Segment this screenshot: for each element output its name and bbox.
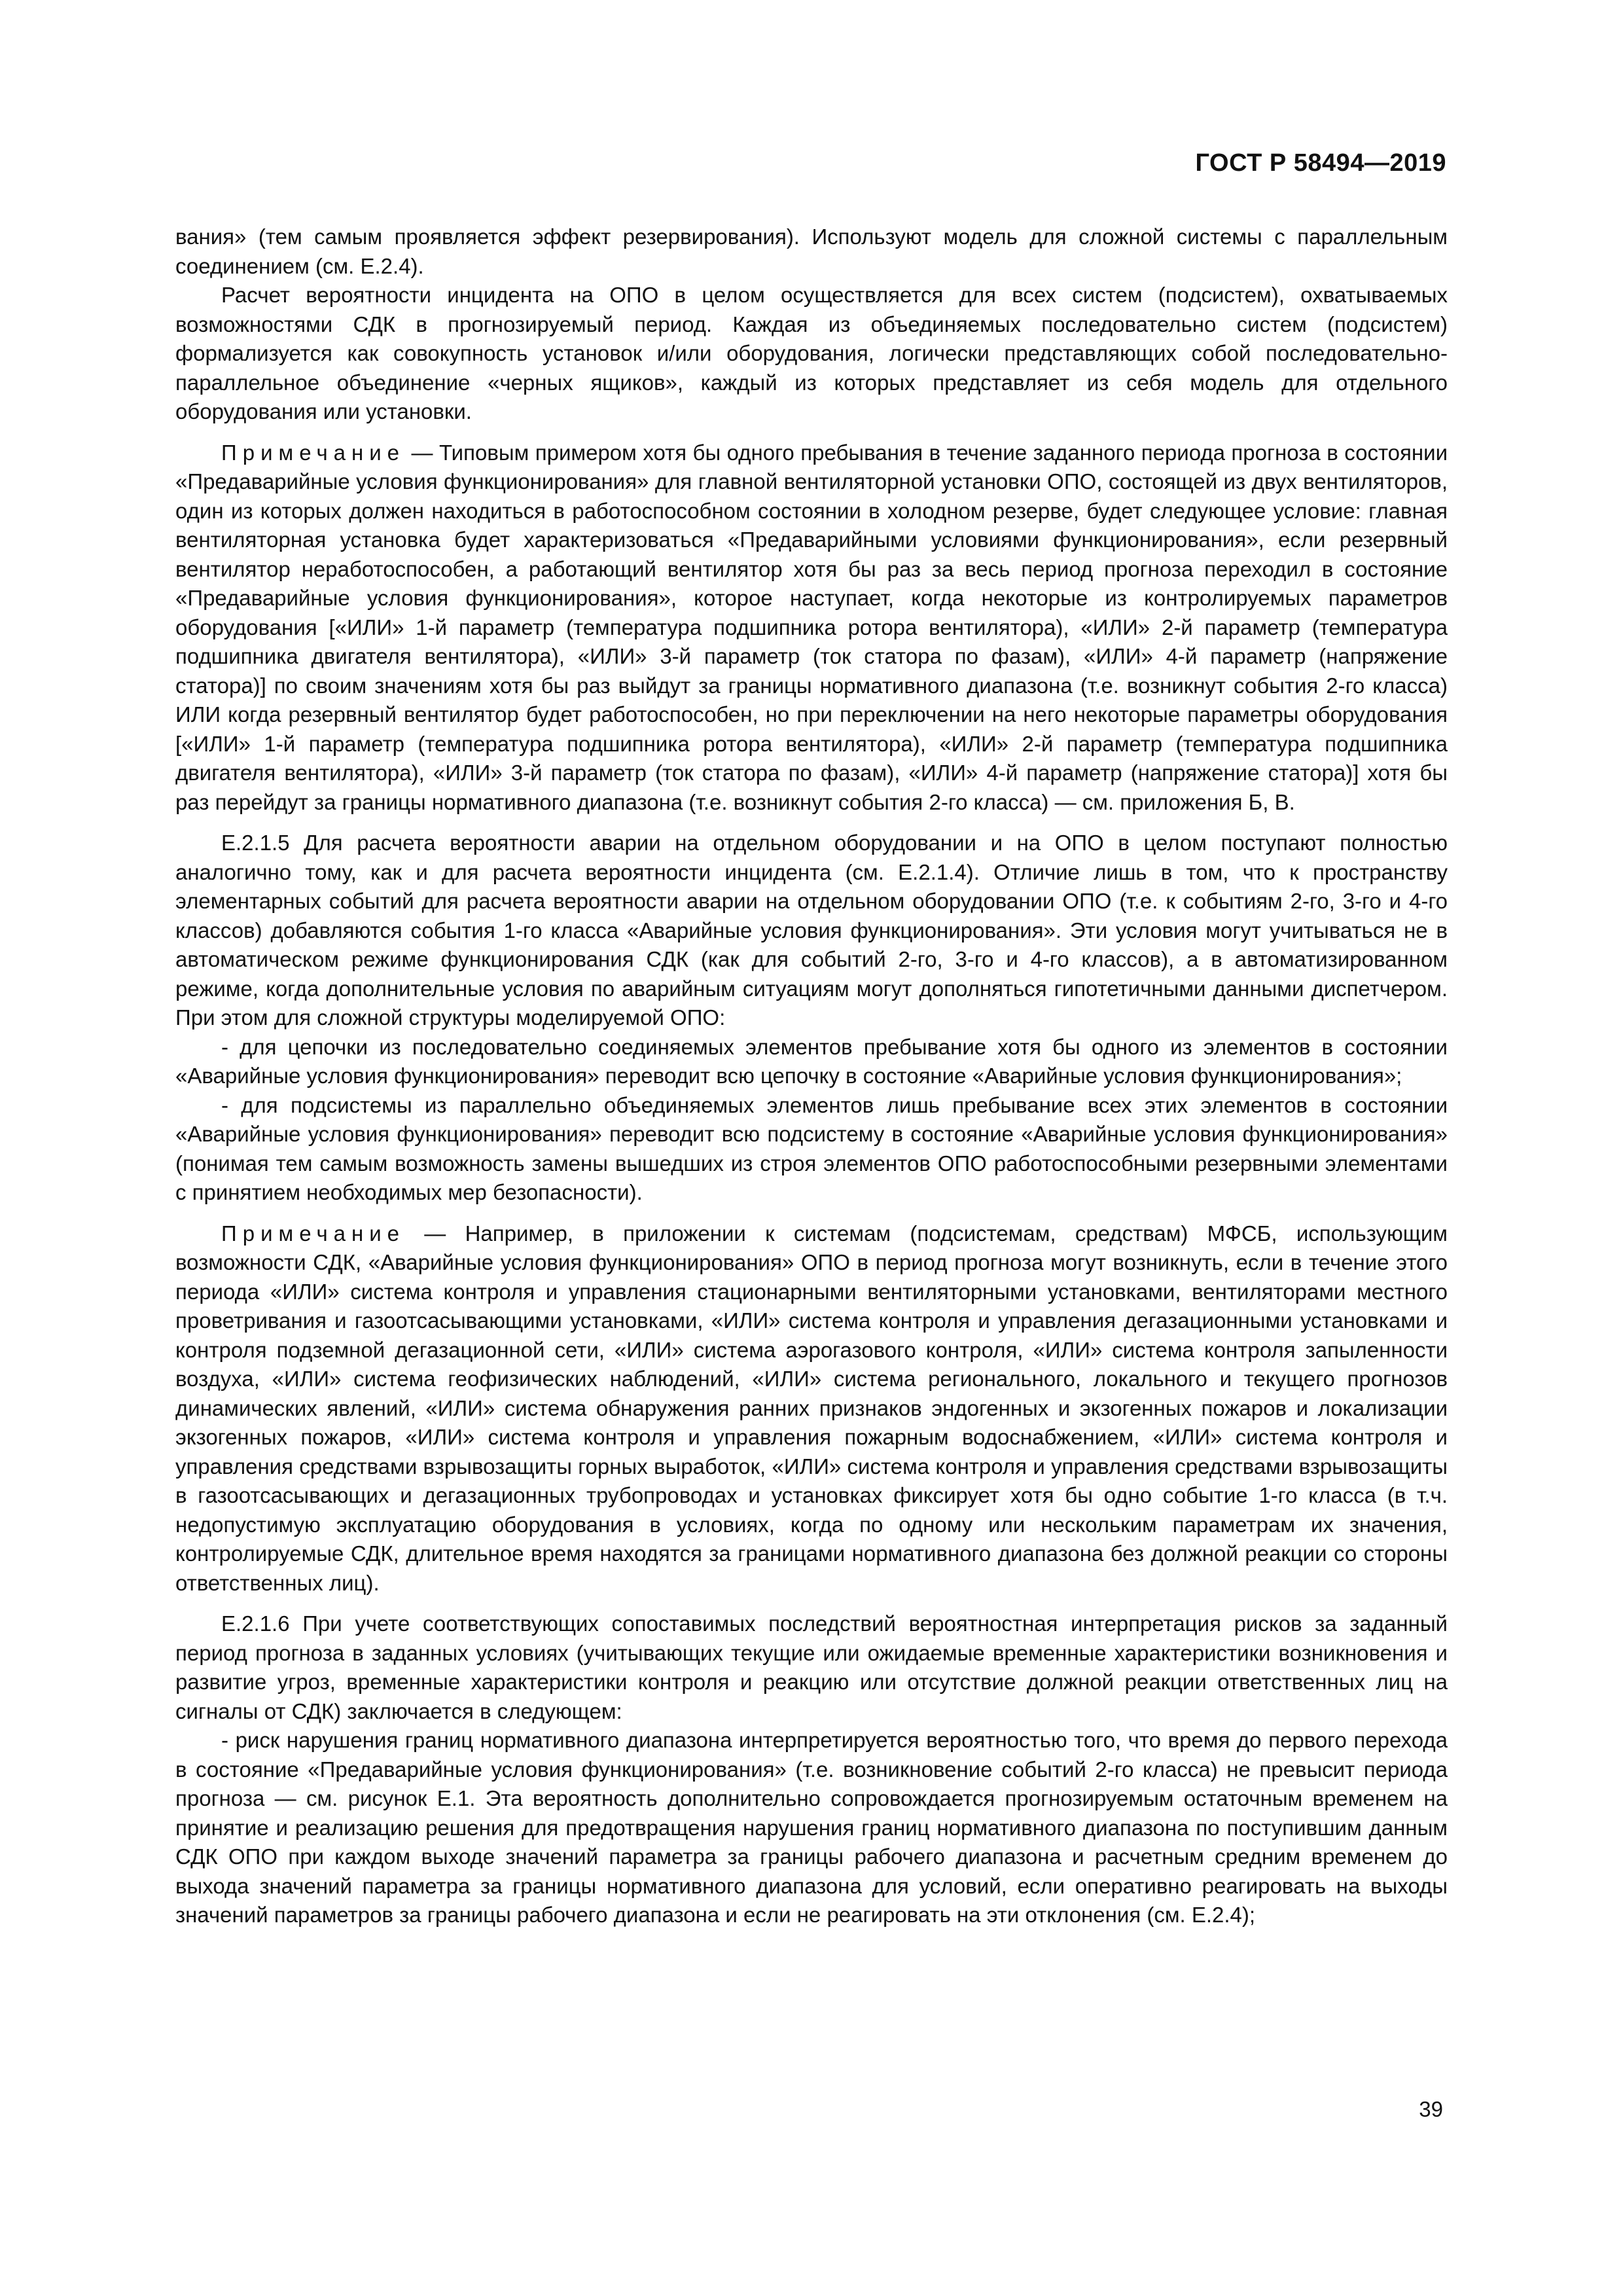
note-label: Примечание [221, 440, 406, 465]
list-item: - для цепочки из последовательно соединяемых элементов пребывание хотя бы одного из элементов в состоянии «Аварийные условия функционирования» переводит всю цепочку в состояние «Аварийные условия функционирования»; [175, 1034, 1448, 1088]
note-label: Примечание [221, 1221, 406, 1246]
paragraph-continuation: вания» (тем самым проявляется эффект резервирования). Используют модель для сложной системы с параллельным соединением (см. Е.2.4). [175, 224, 1448, 278]
note-paragraph [175, 439, 1448, 817]
body-text [175, 223, 1448, 1930]
note-paragraph [175, 1219, 1448, 1598]
note-text: — Например, в приложении к системам (подсистемам, средствам) МФСБ, использующим возможности СДК, «Аварийные условия функционирования» ОПО в период прогноза могут возникнуть, если в течение этого периода «ИЛИ» система контроля и управления стационарными вентиляторными установками, вентиляторами местного проветривания и газоотсасывающими установками, «ИЛИ» система контроля и управления дегазационными установками и контроля подземной дегазационной сети, «ИЛИ» система аэрогазового контроля, «ИЛИ» система контроля запыленности воздуха, «ИЛИ» система геофизических наблюдений, «ИЛИ» система регионального, локального и текущего прогнозов динамических явлений, «ИЛИ» система обнаружения ранних признаков эндогенных и экзогенных пожаров и локализации экзогенных пожаров, «ИЛИ» система контроля и управления пожарным водоснабжением, «ИЛИ» система контроля и управления средствами взрывозащиты горных выработок, «ИЛИ» система контроля и управления средствами взрывозащиты в газоотсасывающих и дегазационных трубопроводах и установках фиксирует хотя бы одно событие 1-го класса (в т.ч. недопустимую эксплуатацию оборудования в условиях, когда по одному или нескольким параметрам их значения, контролируемые СДК, длительное время находятся за границами нормативного диапазона без должной реакции со стороны ответственных лиц). [175, 1221, 1448, 1595]
clause-e215: Е.2.1.5 Для расчета вероятности аварии на отдельном оборудовании и на ОПО в целом поступают полностью аналогично тому, как и для расчета вероятности инцидента (см. Е.2.1.4). Отличие лишь в том, что к пространству элементарных событий для расчета вероятности аварии на отдельном оборудовании ОПО (т.е. к событиям 2-го, 3-го и 4-го классов) добавляются события 1-го класса «Аварийные условия функционирования». Эти условия могут учитываться не в автоматическом режиме функционирования СДК (как для событий 2-го, 3-го и 4-го классов), а в автоматизированном режиме, когда дополнительные условия по аварийным ситуациям могут дополняться гипотетичными данными диспетчером. При этом для сложной структуры моделируемой ОПО: [175, 831, 1448, 1030]
page-number: 39 [1419, 2097, 1443, 2121]
list-item: - для подсистемы из параллельно объединяемых элементов лишь пребывание всех этих элементов в состоянии «Аварийные условия функционирования» переводит всю подсистему в состояние «Аварийные условия функционирования» (понимая тем самым возможность замены вышедших из строя элементов ОПО работоспособными резервными элементами с принятием необходимых мер безопасности). [175, 1092, 1448, 1204]
list-item: - риск нарушения границ нормативного диапазона интерпретируется вероятностью того, что время до первого перехода в состояние «Предаварийные условия функционирования» (т.е. возникновение событий 2-го класса) не превысит периода прогноза — см. рисунок Е.1. Эта вероятность дополнительно сопровождается прогнозируемым остаточным временем на принятие и реализацию решения для предотвращения нарушения границ нормативного диапазона по поступившим данным СДК ОПО при каждом выходе значений параметра за границы рабочего диапазона и расчетным средним временем до выхода значений параметра за границы нормативного диапазона для условий, если оперативно реагировать на выходы значений параметров за границы рабочего диапазона и если не реагировать на эти отклонения (см. Е.2.4); [175, 1728, 1448, 1927]
paragraph: Расчет вероятности инцидента на ОПО в целом осуществляется для всех систем (подсистем), охватываемых возможностями СДК в прогнозируемый период. Каждая из объединяемых последовательно систем (подсистем) формализуется как совокупность установок и/или оборудования, логически представляющих собой последовательно-параллельное объединение «черных ящиков», каждый из которых представляет из себя модель для отдельного оборудования или установки. [175, 283, 1448, 423]
note-text: — Типовым примером хотя бы одного пребывания в течение заданного периода прогноза в состоянии «Предаварийные условия функционирования» для главной вентиляторной установки ОПО, состоящей из двух вентиляторов, один из которых должен находиться в работоспособном состоянии в холодном резерве, будет следующее условие: главная вентиляторная установка будет характеризоваться «Предаварийными условиями функционирования», если резервный вентилятор неработоспособен, а работающий вентилятор хотя бы раз за весь период прогноза переходил в состояние «Предаварийные условия функционирования», которое наступает, когда некоторые из контролируемых параметров оборудования [«ИЛИ» 1-й параметр (температура подшипника ротора вентилятора), «ИЛИ» 2-й параметр (температура подшипника двигателя вентилятора), «ИЛИ» 3-й параметр (ток статора по фазам), «ИЛИ» 4-й параметр (напряжение статора)] по своим значениям хотя бы раз выйдут за границы нормативного диапазона (т.е. возникнут события 2-го класса) ИЛИ когда резервный вентилятор будет работоспособен, но при переключении на него некоторые параметры оборудования [«ИЛИ» 1-й параметр (температура подшипника ротора вентилятора), «ИЛИ» 2-й параметр (температура подшипника двигателя вентилятора), «ИЛИ» 3-й параметр (ток статора по фазам), «ИЛИ» 4-й параметр (напряжение статора)] хотя бы раз перейдут за границы нормативного диапазона (т.е. возникнут события 2-го класса) — см. приложения Б, В. [175, 440, 1448, 814]
clause-e216: Е.2.1.6 При учете соответствующих сопоставимых последствий вероятностная интерпретация рисков за заданный период прогноза в заданных условиях (учитывающих текущие или ожидаемые временные характеристики возникновения и развитие угроз, временные характеристики контроля и реакцию или отсутствие должной реакции ответственных лиц на сигналы от СДК) заключается в следующем: [175, 1611, 1448, 1723]
standard-designation: ГОСТ Р 58494—2019 [1195, 149, 1446, 177]
